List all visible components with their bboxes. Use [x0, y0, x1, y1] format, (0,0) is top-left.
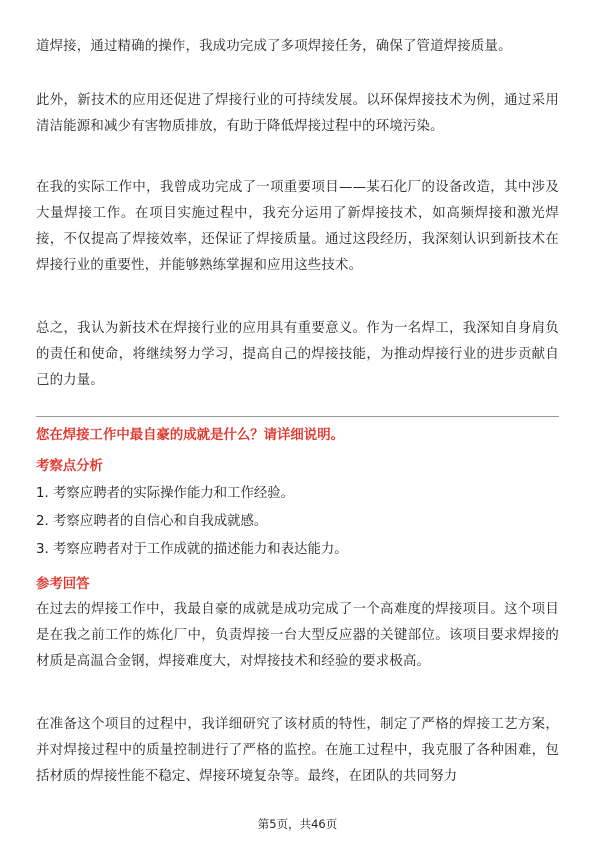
- section-divider: [36, 416, 559, 417]
- answer-heading: 参考回答: [36, 577, 90, 592]
- paragraph-3: [36, 175, 559, 279]
- paragraph-text: 此外，新技术的应用还促进了焊接行业的可持续发展。以环保焊接技术为例，通过采用清洁能源和减少有害物质排放，有助于降低焊接过程中的环境污染。: [36, 93, 559, 134]
- paragraph-text: 在我的实际工作中，我曾成功完成了一项重要项目——某石化厂的设备改造，其中涉及大量焊接工作。在项目实施过程中，我充分运用了新焊接技术，如高频焊接和激光焊接，不仅提高了焊接效率，还保证了焊接质量。通过这段经历，我深刻认识到新技术在焊接行业的重要性，并能够熟练掌握和应用这些技术。: [36, 180, 559, 273]
- paragraph-4: [36, 316, 559, 394]
- paragraph-1: [36, 34, 559, 60]
- answer-paragraph-2: [36, 712, 559, 790]
- answer-paragraph-1: [36, 597, 559, 675]
- paragraph-text: 道焊接，通过精确的操作，我成功完成了多项焊接任务，确保了管道焊接质量。: [36, 39, 512, 54]
- page-number: 第5页，共46页: [257, 817, 338, 831]
- paragraph-text: 总之，我认为新技术在焊接行业的应用具有重要意义。作为一名焊工，我深知自身肩负的责任和使命，将继续努力学习，提高自己的焊接技能，为推动焊接行业的进步贡献自己的力量。: [36, 321, 559, 388]
- analysis-item: 3. 考察应聘者对于工作成就的描述能力和表达能力。: [36, 542, 348, 557]
- analysis-item: 1. 考察应聘者的实际操作能力和工作经验。: [36, 486, 295, 501]
- analysis-heading: 考察点分析: [36, 459, 103, 474]
- paragraph-text: 在过去的焊接工作中，我最自豪的成就是成功完成了一个高难度的焊接项目。这个项目是在我之前工作的炼化厂中，负责焊接一台大型反应器的关键部位。该项目要求焊接的材质是高温合金钢，焊接难度大，对焊接技术和经验的要求极高。: [36, 602, 559, 669]
- analysis-item: 2. 考察应聘者的自信心和自我成就感。: [36, 514, 268, 529]
- interview-question: 您在焊接工作中最自豪的成就是什么？请详细说明。: [36, 428, 344, 443]
- paragraph-2: [36, 88, 559, 140]
- paragraph-text: 在准备这个项目的过程中，我详细研究了该材质的特性，制定了严格的焊接工艺方案，并对焊接过程中的质量控制进行了严格的监控。在施工过程中，我克服了各种困难，包括材质的焊接性能不稳定、焊接环境复杂等。最终，在团队的共同努力: [36, 717, 559, 784]
